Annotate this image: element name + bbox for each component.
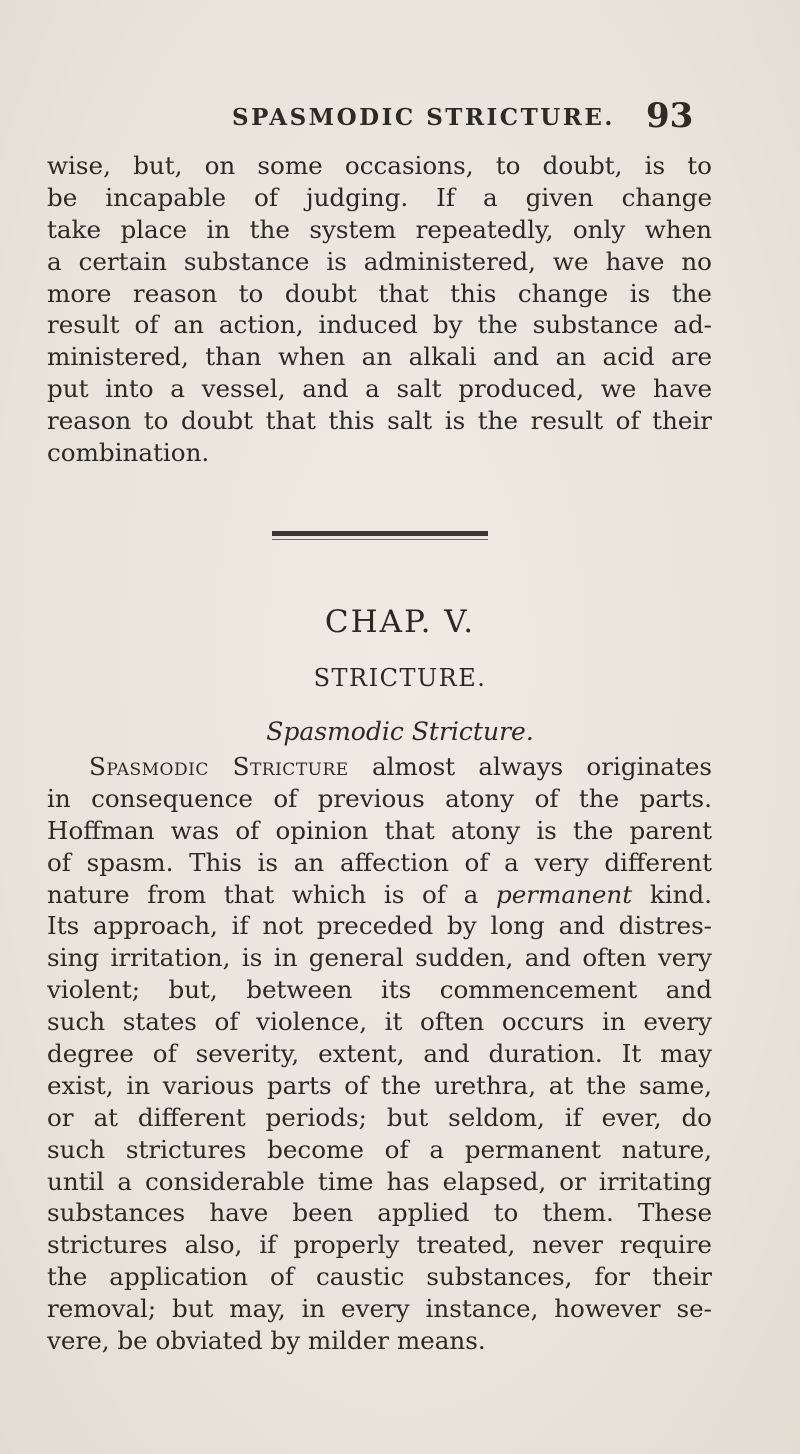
- text-line: strictures also, if properly treated, never require: [47, 1230, 712, 1260]
- text-line: a certain substance is administered, we have no: [47, 246, 712, 276]
- text-line: exist, in various parts of the urethra, at the same,: [47, 1070, 712, 1100]
- text-line-first: [47, 751, 712, 783]
- text-line: degree of severity, extent, and duration. It may: [47, 1039, 712, 1069]
- text-line: take place in the system repeatedly, only when: [47, 214, 712, 244]
- text-line: more reason to doubt that this change is the: [47, 278, 712, 308]
- chapter-title: STRICTURE.: [313, 664, 487, 692]
- line-segment: nature from that which is of a: [47, 879, 496, 909]
- chapter-divider-thin-rule: [272, 539, 488, 540]
- chapter-number: [0, 604, 800, 640]
- running-head-title: SPASMODIC STRICTURE.: [232, 104, 615, 131]
- section-heading: Spasmodic Stricture.: [266, 717, 534, 746]
- text-line: wise, but, on some occasions, to doubt, is to: [47, 151, 712, 180]
- paragraph-continued: [47, 150, 712, 469]
- text-line: sing irritation, is in general sudden, and often very: [47, 943, 712, 973]
- text-line: combination.: [47, 438, 210, 468]
- line-segment: kind.: [632, 879, 712, 909]
- text-line: Its approach, if not preceded by long and distres-: [47, 911, 712, 941]
- text-line: or at different periods; but seldom, if ever, do: [47, 1102, 712, 1132]
- text-line: in consequence of previous atony of the parts.: [47, 783, 712, 813]
- text-line: result of an action, induced by the substance ad-: [47, 310, 712, 340]
- page-number: 93: [646, 96, 694, 136]
- text-line: such strictures become of a permanent nature,: [47, 1134, 712, 1164]
- text-line-with-italic: [47, 879, 712, 911]
- running-head: [0, 96, 800, 140]
- chapter-number-text: CHAP. V.: [324, 604, 476, 640]
- chapter-divider-rule: [272, 531, 488, 536]
- text-line: substances have been applied to them. These: [47, 1198, 712, 1228]
- italic-word: permanent: [495, 879, 633, 909]
- text-line: the application of caustic substances, for their: [47, 1262, 712, 1292]
- text-line: vere, be obviated by milder means.: [47, 1326, 486, 1356]
- lead-in-rest: almost always originates: [348, 752, 713, 781]
- text-line: reason to doubt that this salt is the result of their: [47, 406, 712, 436]
- text-line: put into a vessel, and a salt produced, we have: [47, 374, 712, 404]
- text-line: until a considerable time has elapsed, or irritating: [47, 1166, 712, 1196]
- text-line: such states of violence, it often occurs in every: [47, 1007, 712, 1037]
- text-line: Hoffman was of opinion that atony is the parent: [47, 815, 712, 845]
- paragraph-body: [47, 751, 712, 1357]
- text-line: ministered, than when an alkali and an acid are: [47, 342, 712, 372]
- text-line: be incapable of judging. If a given change: [47, 182, 712, 212]
- lead-in-small-caps: Spasmodic Stricture: [89, 752, 349, 781]
- text-line: removal; but may, in every instance, however se-: [47, 1294, 712, 1324]
- text-line: violent; but, between its commencement and: [47, 975, 712, 1005]
- text-line: of spasm. This is an affection of a very different: [47, 847, 712, 877]
